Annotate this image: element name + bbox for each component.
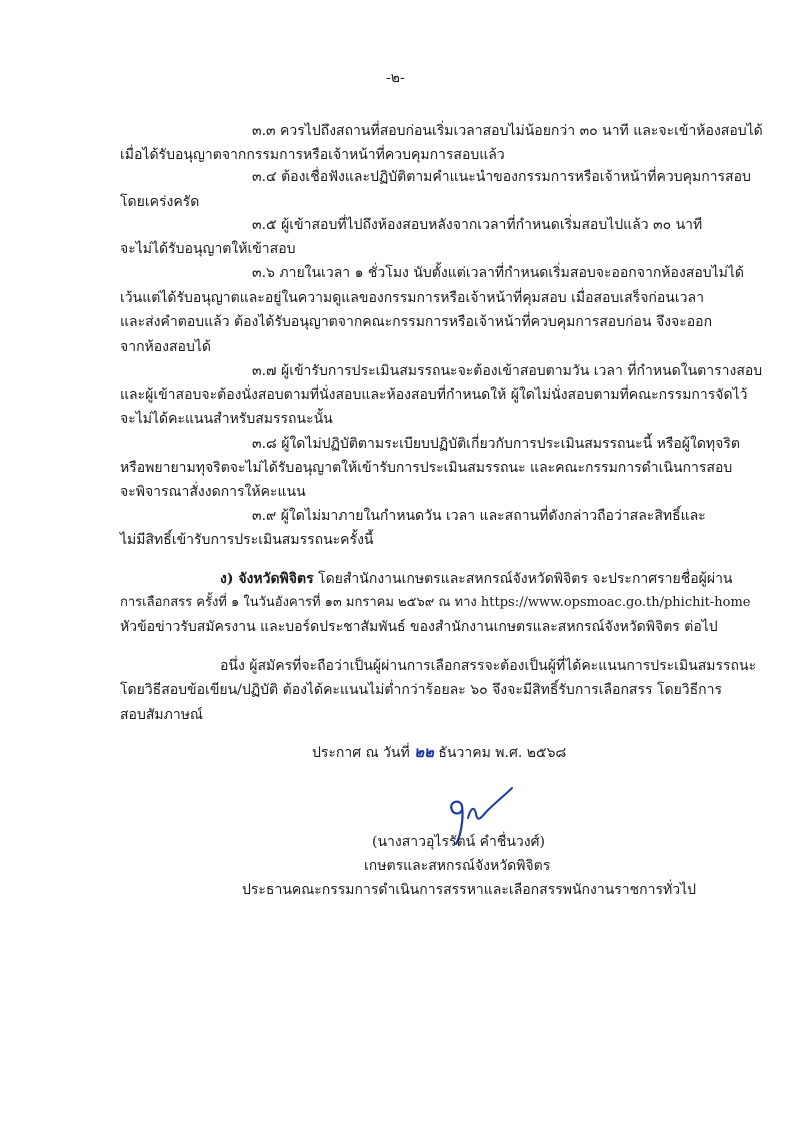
page-number: -๒- <box>386 70 405 86</box>
announcement-date <box>312 742 566 763</box>
item-3-3-line-1: ๓.๓ ควรไปถึงสถานที่สอบก่อนเริ่มเวลาสอบไม่น้อยกว่า ๓๐ นาที และจะเข้าห้องสอบได้ <box>252 123 763 139</box>
item-3-5-line-2: จะไม่ได้รับอนุญาตให้เข้าสอบ <box>120 241 296 257</box>
item-3-7-line-2: และผู้เข้าสอบจะต้องนั่งสอบตามที่นั่งสอบและห้องสอบที่กำหนดให้ ผู้ใดไม่นั่งสอบตามที่คณะกรรมการจัดไว้ <box>120 387 748 403</box>
announcement-prefix: ประกาศ ณ วันที่ <box>312 745 410 761</box>
item-3-6-line-3: และส่งคำตอบแล้ว ต้องได้รับอนุญาตจากคณะกรรมการหรือเจ้าหน้าที่ควบคุมการสอบก่อน จึงจะออก <box>120 314 713 330</box>
item-3-9-line-1: ๓.๙ ผู้ใดไม่มาภายในกำหนดวัน เวลา และสถานที่ดังกล่าวถือว่าสละสิทธิ์และ <box>252 508 706 524</box>
item-3-5-line-1: ๓.๕ ผู้เข้าสอบที่ไปถึงห้องสอบหลังจากเวลาที่กำหนดเริ่มสอบไปแล้ว ๓๐ นาที <box>252 217 703 233</box>
item-3-4-line-2: โดยเคร่งครัด <box>120 194 200 210</box>
item-3-7-line-3: จะไม่ได้คะแนนสำหรับสมรรถนะนั้น <box>120 411 333 427</box>
section-d-heading: ง) จังหวัดพิจิตร <box>220 571 314 587</box>
item-3-7-line-1: ๓.๗ ผู้เข้ารับการประเมินสมรรถนะจะต้องเข้าสอบตามวัน เวลา ที่กำหนดในตารางสอบ <box>252 363 763 379</box>
section-d-line-1 <box>220 569 733 589</box>
note-line-3: สอบสัมภาษณ์ <box>120 707 203 723</box>
announcement-suffix: ธันวาคม พ.ศ. ๒๕๖๘ <box>438 745 567 761</box>
signatory-committee-title: ประธานคณะกรรมการดำเนินการสรรหาและเลือกสรรพนักงานราชการทั่วไป <box>242 882 697 898</box>
section-d-line-2: การเลือกสรร ครั้งที่ ๑ ในวันอังคารที่ ๑๓ มกราคม ๒๕๖๙ ณ ทาง https://www.opsmoac.go.th/phichit-home <box>120 595 751 610</box>
section-d-line-1-text: โดยสำนักงานเกษตรและสหกรณ์จังหวัดพิจิตร จะประกาศรายชื่อผู้ผ่าน <box>313 571 733 587</box>
item-3-6-line-4: จากห้องสอบได้ <box>120 339 211 355</box>
item-3-6-line-2: เว้นแต่ได้รับอนุญาตและอยู่ในความดูแลของกรรมการหรือเจ้าหน้าที่คุมสอบ เมื่อสอบเสร็จก่อนเวลา <box>120 290 704 306</box>
signatory-name: (นางสาวอุไรรัตน์ คำชื่นวงศ์) <box>372 834 545 850</box>
item-3-6-line-1: ๓.๖ ภายในเวลา ๑ ชั่วโมง นับตั้งแต่เวลาที่กำหนดเริ่มสอบจะออกจากห้องสอบไม่ได้ <box>252 265 745 281</box>
item-3-8-line-3: จะพิจารณาสั่งงดการให้คะแนน <box>120 484 306 500</box>
item-3-8-line-2: หรือพยายามทุจริตจะไม่ได้รับอนุญาตให้เข้ารับการประเมินสมรรถนะ และคณะกรรมการดำเนินการสอบ <box>120 460 733 476</box>
item-3-8-line-1: ๓.๘ ผู้ใดไม่ปฏิบัติตามระเบียบปฏิบัติเกี่ยวกับการประเมินสมรรถนะนี้ หรือผู้ใดทุจริต <box>252 436 740 452</box>
item-3-4-line-1: ๓.๔ ต้องเชื่อฟังและปฏิบัติตามคำแนะนำของกรรมการหรือเจ้าหน้าที่ควบคุมการสอบ <box>252 169 751 185</box>
note-line-2: โดยวิธีสอบข้อเขียน/ปฏิบัติ ต้องได้คะแนนไม่ต่ำกว่าร้อยละ ๖๐ จึงจะมีสิทธิ์รับการเลือกสรร โดยวิธีการ <box>120 682 723 698</box>
note-line-1: อนึ่ง ผู้สมัครที่จะถือว่าเป็นผู้ผ่านการเลือกสรรจะต้องเป็นผู้ที่ได้คะแนนการประเมินสมรรถนะ <box>220 658 757 674</box>
item-3-3-line-2: เมื่อได้รับอนุญาตจากกรรมการหรือเจ้าหน้าที่ควบคุมการสอบแล้ว <box>120 147 505 163</box>
signatory-position: เกษตรและสหกรณ์จังหวัดพิจิตร <box>364 858 551 874</box>
item-3-9-line-2: ไม่มีสิทธิ์เข้ารับการประเมินสมรรถนะครั้งนี้ <box>120 532 374 548</box>
handwritten-day: ๒๒ <box>414 743 434 761</box>
section-d-line-3: หัวข้อข่าวรับสมัครงาน และบอร์ดประชาสัมพันธ์ ของสำนักงานเกษตรและสหกรณ์จังหวัดพิจิตร ต่อไป <box>120 619 718 635</box>
